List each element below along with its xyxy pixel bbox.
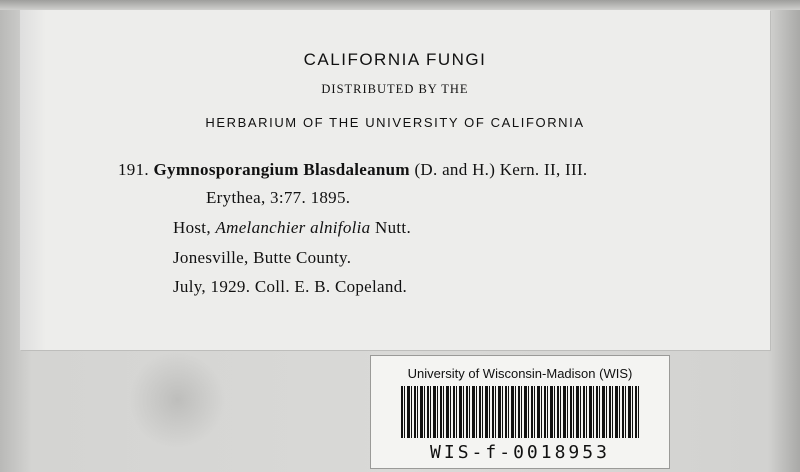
host-prefix: Host,	[173, 218, 211, 237]
barcode-institution: University of Wisconsin-Madison (WIS)	[407, 366, 633, 381]
host-species: Amelanchier alnifolia	[215, 218, 371, 237]
specimen-number: 191.	[118, 160, 149, 179]
species-name: Gymnosporangium Blasdaleanum	[153, 160, 410, 179]
spore-stages: II, III.	[544, 160, 588, 179]
reference-line: Erythea, 3:77. 1895.	[206, 188, 351, 207]
species-line	[118, 160, 588, 180]
specimen-label	[20, 10, 770, 350]
host-line	[173, 218, 411, 238]
barcode-id: WIS-f-0018953	[430, 442, 610, 463]
species-authority: (D. and H.) Kern.	[414, 160, 540, 179]
locality-line: Jonesville, Butte County.	[173, 248, 352, 267]
barcode-bars	[401, 386, 639, 438]
stain-mark	[130, 350, 225, 450]
distributed-by-line: DISTRIBUTED BY THE	[321, 82, 469, 96]
barcode-label	[370, 355, 670, 469]
label-title: CALIFORNIA FUNGI	[303, 50, 487, 69]
host-authority: Nutt.	[375, 218, 412, 237]
collection-line: July, 1929. Coll. E. B. Copeland.	[173, 277, 408, 296]
sheet-top-edge	[0, 0, 800, 10]
herbarium-line: HERBARIUM OF THE UNIVERSITY OF CALIFORNIA	[205, 115, 585, 130]
